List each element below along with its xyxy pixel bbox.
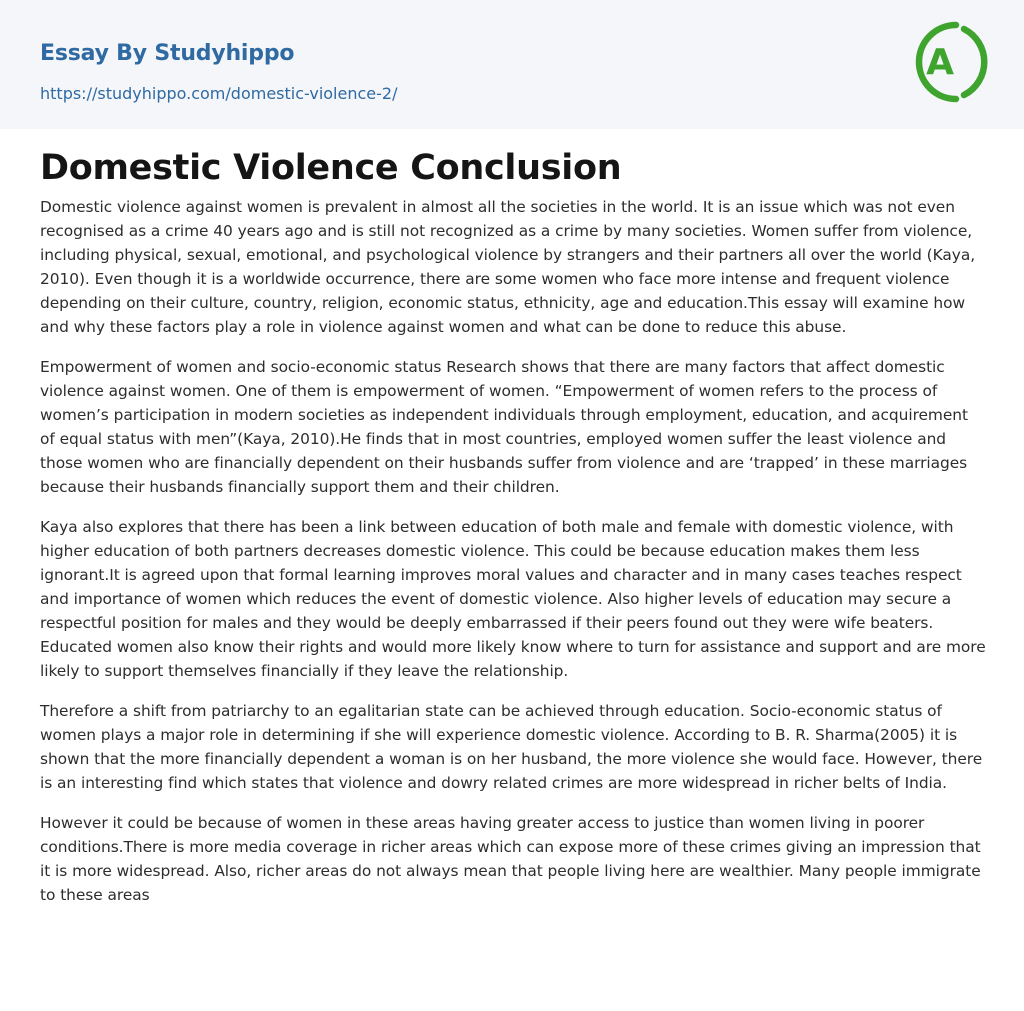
brand-title: Essay By Studyhippo xyxy=(40,41,295,66)
essay-paragraph: However it could be because of women in these areas having greater access to justice than women living in poorer conditions.There is more media coverage in richer areas which can expose more of these crimes giving an impression that it is more widespread. Also, richer areas do not always mean that people living here are wealthier. Many people immigrate to these areas xyxy=(40,814,981,904)
essay-paragraph: Empowerment of women and socio-economic status Research shows that there are many factors that affect domestic violence against women. One of them is empowerment of women. “Empowerment of women refers to the process of women’s participation in modern societies as independent individuals through employment, education, and acquirement of equal status with men”(Kaya, 2010).He finds that in most countries, employed women suffer the least violence and those women who are financially dependent on their husbands suffer from violence and are ‘trapped’ in these marriages because their husbands financially support them and their children. xyxy=(40,358,968,496)
page-title: Domestic Violence Conclusion xyxy=(40,148,622,188)
site-header xyxy=(0,0,1024,129)
essay-paragraph: Therefore a shift from patriarchy to an egalitarian state can be achieved through education. Socio-economic status of women plays a major role in determining if she will experience domestic violence. According to B. R. Sharma(2005) it is shown that the more financially dependent a woman is on her husband, the more violence she would face. However, there is an interesting find which states that violence and dowry related crimes are more widespread in richer belts of India. xyxy=(40,702,983,792)
studyhippo-logo-icon[interactable] xyxy=(908,17,988,107)
essay-paragraph: Domestic violence against women is prevalent in almost all the societies in the world. It is an issue which was not even recognised as a crime 40 years ago and is still not recognized as a crime by many societies. Women suffer from violence, including physical, sexual, emotional, and psychological violence by strangers and their partners all over the world (Kaya, 2010). Even though it is a worldwide occurrence, there are some women who face more intense and frequent violence depending on their culture, country, religion, economic status, ethnicity, age and education.This essay will examine how and why these factors play a role in violence against women and what can be done to reduce this abuse. xyxy=(40,198,976,336)
logo-letter: A xyxy=(926,42,954,83)
source-url-link[interactable]: https://studyhippo.com/domestic-violence-2/ xyxy=(40,84,398,103)
essay-content xyxy=(40,143,986,923)
essay-paragraph: Kaya also explores that there has been a link between education of both male and female with domestic violence, with higher education of both partners decreases domestic violence. This could be because education makes them less ignorant.It is agreed upon that formal learning improves moral values and character and in many cases teaches respect and importance of women which reduces the event of domestic violence. Also higher levels of education may secure a respectful position for males and they would be deeply embarrassed if their peers found out they were wife beaters. Educated women also know their rights and would more likely know where to turn for assistance and support and are more likely to support themselves financially if they leave the relationship. xyxy=(40,518,986,680)
